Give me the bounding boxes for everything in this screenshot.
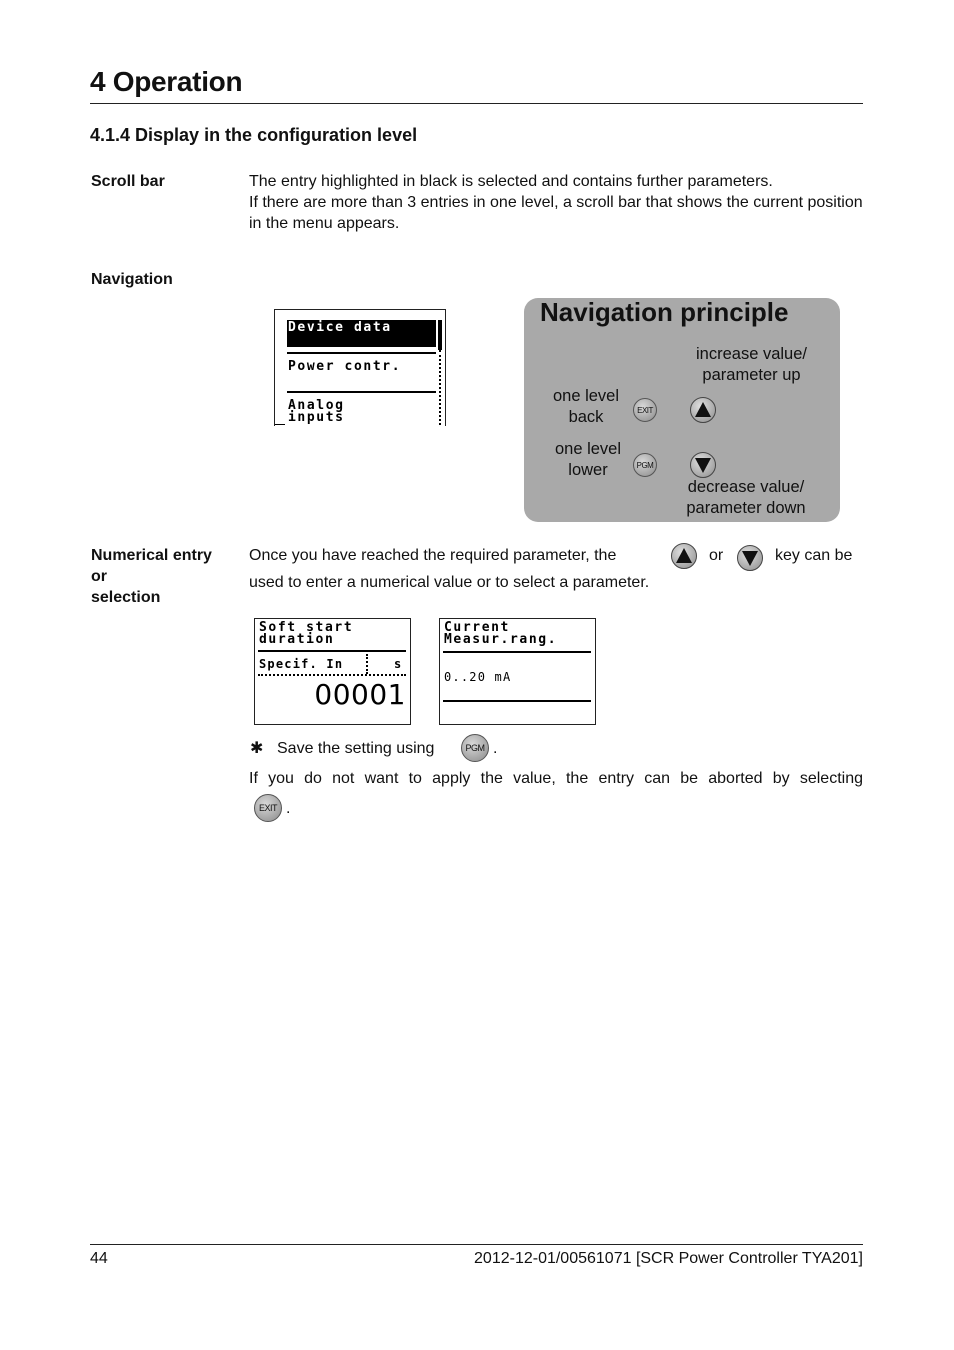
footer-rule bbox=[90, 1244, 863, 1245]
lcd-menu-display bbox=[274, 309, 446, 426]
lcd-separator bbox=[366, 654, 368, 674]
numerical-entry-label-line1: Numerical entry bbox=[91, 547, 212, 564]
lcd-title-line1: Soft start bbox=[259, 620, 354, 635]
scroll-bar-thumb bbox=[438, 320, 442, 350]
down-arrow-key-icon bbox=[690, 452, 716, 478]
scroll-bar-line1: The entry highlighted in black is selected and contains further parameters. bbox=[249, 173, 773, 190]
pgm-key-icon: PGM bbox=[461, 734, 489, 762]
lcd-bottom-edge bbox=[275, 424, 285, 425]
chapter-title: 4 Operation bbox=[90, 66, 243, 97]
lcd-value: 0..20 mA bbox=[444, 670, 512, 684]
lcd-divider bbox=[287, 391, 436, 393]
down-arrow-key-icon bbox=[737, 545, 763, 571]
save-text: Save the setting using bbox=[277, 740, 435, 757]
abort-period: . bbox=[286, 800, 291, 817]
page-number: 44 bbox=[90, 1250, 108, 1267]
numerical-entry-label-line3: selection bbox=[91, 589, 161, 606]
save-bullet-icon: ✱ bbox=[250, 740, 264, 757]
lcd-title-line1: Current bbox=[444, 620, 510, 635]
lcd-measuring-range-display bbox=[439, 618, 596, 725]
pgm-key-icon: PGM bbox=[633, 453, 657, 477]
scroll-bar-label: Scroll bar bbox=[91, 173, 165, 190]
numerical-entry-label bbox=[91, 545, 212, 608]
lcd-title-line2: duration bbox=[259, 632, 335, 647]
lcd-value: 00001 bbox=[314, 678, 406, 711]
exit-key-icon: EXIT bbox=[254, 794, 282, 822]
numerical-entry-label-line2: or bbox=[91, 568, 107, 585]
lcd-title-line2: Measur.rang. bbox=[444, 632, 558, 647]
increase-value-label: increase value/ parameter up bbox=[696, 345, 807, 384]
scroll-bar-track bbox=[439, 350, 441, 425]
numerical-text-c: used to enter a numerical value or to select a parameter. bbox=[249, 574, 650, 591]
save-period: . bbox=[493, 740, 498, 757]
one-level-back-label: one level back bbox=[552, 387, 620, 426]
abort-text: If you do not want to apply the value, the entry can be aborted by selecting bbox=[249, 770, 863, 787]
lcd-divider bbox=[287, 352, 436, 354]
section-title: 4.1.4 Display in the configuration level bbox=[90, 125, 418, 145]
exit-key-icon: EXIT bbox=[633, 398, 657, 422]
lcd-underline bbox=[443, 700, 591, 702]
up-arrow-key-icon bbox=[690, 397, 716, 423]
lcd-divider bbox=[443, 651, 591, 653]
scroll-bar-line2: If there are more than 3 entries in one level, a scroll bar that shows the current position in the menu appears. bbox=[249, 194, 863, 232]
numerical-text-or: or bbox=[709, 547, 724, 564]
lcd-dotted-line bbox=[258, 674, 406, 676]
lcd-divider bbox=[258, 650, 406, 652]
document-reference: 2012-12-01/00561071 [SCR Power Controller TYA201] bbox=[474, 1250, 863, 1267]
one-level-lower-label: one level lower bbox=[554, 440, 622, 479]
lcd-item-inputs: inputs bbox=[288, 410, 345, 425]
header-rule bbox=[90, 103, 863, 104]
numerical-text-b: key can be bbox=[775, 547, 853, 564]
navigation-principle-panel bbox=[524, 298, 840, 522]
up-arrow-key-icon bbox=[671, 543, 697, 569]
numerical-text-a: Once you have reached the required parameter, the bbox=[249, 547, 617, 564]
navigation-principle-title: Navigation principle bbox=[540, 297, 789, 327]
lcd-item-power-contr: Power contr. bbox=[288, 359, 402, 374]
lcd-specif-label: Specif. In bbox=[259, 657, 344, 671]
lcd-item-analog: Analog bbox=[288, 398, 345, 413]
navigation-label: Navigation bbox=[91, 271, 173, 288]
lcd-item-device-data: Device data bbox=[288, 320, 392, 335]
lcd-unit: s bbox=[394, 657, 403, 671]
scroll-bar-text bbox=[249, 171, 863, 234]
decrease-value-label: decrease value/ parameter down bbox=[686, 478, 806, 517]
lcd-soft-start-display bbox=[254, 618, 411, 725]
